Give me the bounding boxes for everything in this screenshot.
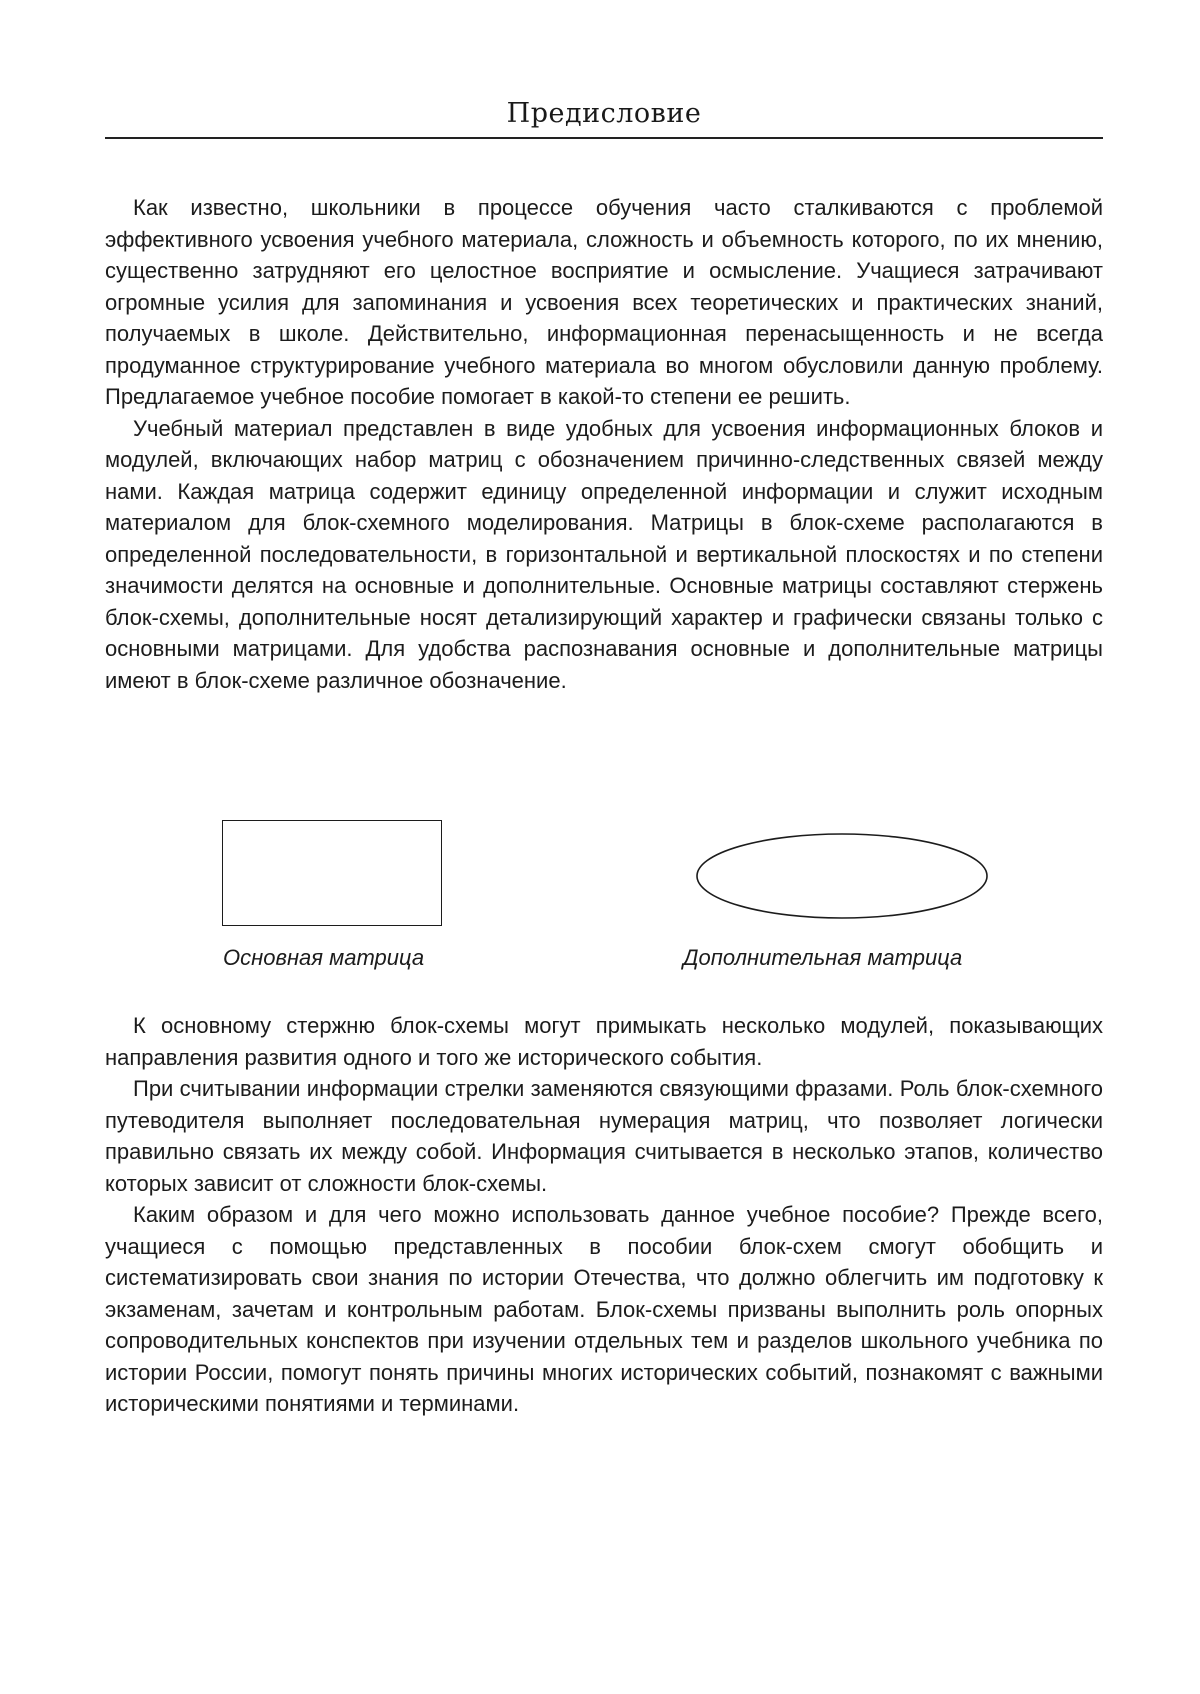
main-matrix-rectangle xyxy=(222,820,442,926)
paragraph-2: Учебный материал представлен в виде удобных для усвоения информационных блоков и модулей, включающих набор матриц с обозначением причинно-следственных связей между нами. Каждая матрица содержит единицу определенной информации и служит исходным материалом для блок-схемного моделирования. Матрицы в блок-схеме располагаются в определенной последовательности, в горизонтальной и вертикальной плоскостях и по степени значимости делятся на основные и дополнительные. Основные матрицы составляют стержень блок-схемы, дополнительные носят детализирующий характер и графически связаны только с основными матрицами. Для удобства распознавания основные и дополнительные матрицы имеют в блок-схеме различное обозначение. xyxy=(105,413,1103,697)
extra-matrix-caption: Дополнительная матрица xyxy=(683,945,962,971)
extra-matrix-ellipse xyxy=(695,832,989,920)
paragraph-3: К основному стержню блок-схемы могут примыкать несколько модулей, показывающих направления развития одного и того же исторического события. xyxy=(105,1010,1103,1073)
intro-text-block xyxy=(105,192,1103,696)
paragraph-1: Как известно, школьники в процессе обучения часто сталкиваются с проблемой эффективного усвоения учебного материала, сложность и объемность которого, по их мнению, существенно затрудняют его целостное восприятие и осмысление. Учащиеся затрачивают огромные усилия для запоминания и усвоения всех теоретических и практических знаний, получаемых в школе. Действительно, информационная перенасыщенность и не всегда продуманное структурирование учебного материала во многом обусловили данную проблему. Предлагаемое учебное пособие помогает в какой-то степени ее решить. xyxy=(105,192,1103,413)
paragraph-4: При считывании информации стрелки заменяются связующими фразами. Роль блок-схемного путеводителя выполняет последовательная нумерация матриц, что позволяет логически правильно связать их между собой. Информация считывается в несколько этапов, количество которых зависит от сложности блок-схемы. xyxy=(105,1073,1103,1199)
header-rule xyxy=(105,137,1103,139)
page-title: Предисловие xyxy=(105,98,1103,129)
main-matrix-caption: Основная матрица xyxy=(223,945,424,971)
paragraph-5: Каким образом и для чего можно использовать данное учебное пособие? Прежде всего, учащиеся с помощью представленных в пособии блок-схем смогут обобщить и систематизировать свои знания по истории Отечества, что должно облегчить им подготовку к экзаменам, зачетам и контрольным работам. Блок-схемы призваны выполнить роль опорных сопроводительных конспектов при изучении отдельных тем и разделов школьного учебника по истории России, помогут понять причины многих исторических событий, познакомят с важными историческими понятиями и терминами. xyxy=(105,1199,1103,1420)
book-page xyxy=(0,0,1200,1694)
closing-text-block xyxy=(105,1010,1103,1420)
matrix-legend-figure xyxy=(105,820,1103,980)
extra-matrix-ellipse-outline xyxy=(697,834,987,918)
